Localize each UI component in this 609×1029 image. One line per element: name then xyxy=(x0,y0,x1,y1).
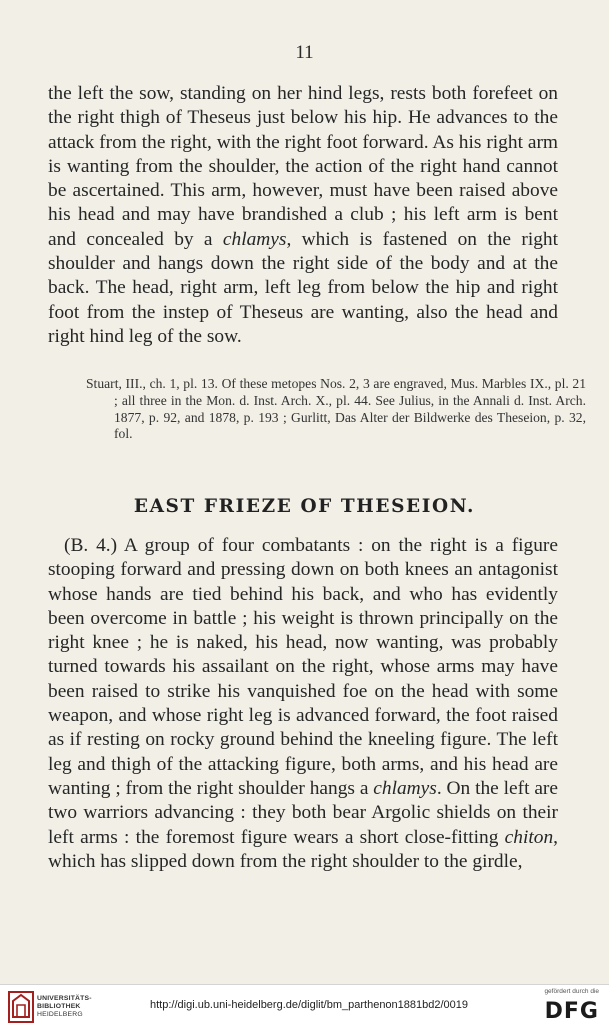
page-number: 11 xyxy=(295,42,314,63)
footnote-references: Stuart, III., ch. 1, pl. 13. Of these metopes Nos. 2, 3 are engraved, Mus. Marbles IX., pl. 21 ; all three in the Mon. d. Inst. Arch. X., pl. 44. See Julius, in the Annali d. Inst. Arch. 1877, p. 92, and 1878, p. 193 ; Gurlitt, Das Alter der Bildwerke des Theseion, p. 32, fol. xyxy=(86,376,586,442)
library-line-2: BIBLIOTHEK xyxy=(37,1003,81,1010)
permalink-url[interactable]: http://digi.ub.uni-heidelberg.de/diglit/bm_parthenon1881bd2/0019 xyxy=(150,999,469,1011)
paragraph2-text-c: , which has slipped down from the right shoulder to the girdle, xyxy=(48,826,558,872)
paragraph2-text-b: . On the left are two warriors advancing : they both bear Argolic shields on their left arms : the foremost figure wears a short close-fitting xyxy=(48,777,558,848)
dfg-logo[interactable]: DFG xyxy=(544,999,599,1024)
library-line-1: UNIVERSITÄTS- xyxy=(37,995,92,1002)
paragraph1-text-a: the left the sow, standing on her hind legs, rests both forefeet on the right thigh of Theseus just below his hip. He advances to the attack from the right, with the right foot forward. As his right arm is wanting from the shoulder, the action of the right hand cannot be ascertained. This arm, however, must have been raised above his head and may have brandished a club ; his left arm is bent and concealed by a xyxy=(48,83,558,250)
viewer-footer xyxy=(0,984,609,1029)
section-heading: EAST FRIEZE OF THESEION. xyxy=(133,496,476,517)
paragraph-east-frieze xyxy=(48,534,558,874)
library-name xyxy=(37,995,92,1019)
paragraph1-italic-chlamys: chlamys xyxy=(222,228,287,250)
paragraph1-text-b: , which is fastened on the right shoulder and hangs down the right side of the body and at the back. The head, right arm, left leg from below the hip and right foot from the instep of Theseus are wanting, also the head and right hind leg of the sow. xyxy=(48,228,558,347)
university-seal-icon[interactable] xyxy=(8,991,34,1023)
paragraph-theseus-sow xyxy=(48,82,558,349)
paragraph2-italic-chlamys: chlamys xyxy=(373,777,437,799)
paragraph2-italic-chiton: chiton xyxy=(504,826,554,848)
funding-note: gefördert durch die xyxy=(544,988,599,995)
library-line-3: HEIDELBERG xyxy=(37,1011,83,1018)
paragraph2-text-a: (B. 4.) A group of four combatants : on the right is a figure stooping forward and pressing down on both knees an antagonist whose hands are tied behind his back, and who has evidently been overcome in battle ; his weight is thrown principally on the right knee ; he is naked, his head, now wanting, was probably turned towards his assailant on the right, whose arms may have been raised to strike his vanquished foe on the head with some weapon, and whose right leg is advanced forward, the foot raised as if resting on rocky ground behind the kneeling figure. The left leg and thigh of the attacking figure, both arms, and his head are wanting ; from the right shoulder hangs a xyxy=(48,535,558,799)
